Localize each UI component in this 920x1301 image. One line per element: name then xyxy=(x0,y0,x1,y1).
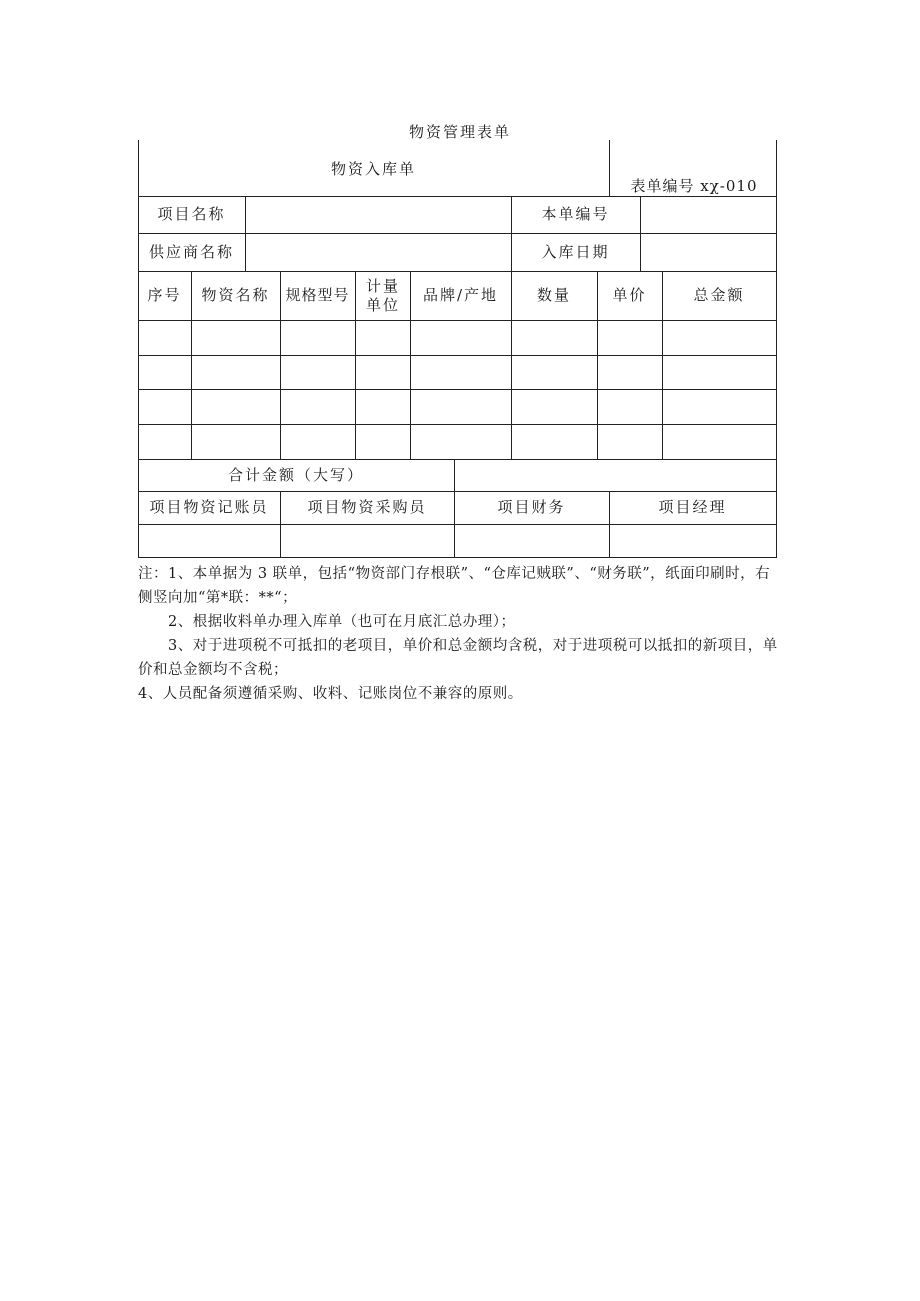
note-item: 3、对于进项税不可抵扣的老项目，单价和总金额均含税，对于进项税可以抵扣的新项目，单价和总金额均不含税； xyxy=(138,638,778,678)
doc-number-label: 本单编号 xyxy=(541,205,610,223)
signer-label: 项目财务 xyxy=(497,498,566,516)
note-item: 注：1、本单据为 3 联单，包括“物资部门存根联”、“仓库记贼联”、“财务联”，纸面印刷时，右侧竖向加“第*联：**“； xyxy=(138,566,771,606)
column-header: 品牌/产地 xyxy=(422,286,499,304)
column-header: 总金额 xyxy=(693,286,745,304)
column-header: 数量 xyxy=(536,286,571,304)
form-subtitle: 物资入库单 xyxy=(330,159,416,178)
note-item: 2、根据收料单办理入库单（也可在月底汇总办理）； xyxy=(168,614,516,630)
date-label: 入库日期 xyxy=(541,242,610,261)
column-header: 计量单位 xyxy=(365,276,400,314)
supplier-label: 供应商名称 xyxy=(148,242,234,261)
notes xyxy=(138,562,778,706)
column-header: 规格型号 xyxy=(285,286,350,304)
project-name-label: 项目名称 xyxy=(157,205,226,223)
column-header: 单价 xyxy=(612,286,647,304)
signer-label: 项目物资记账员 xyxy=(149,498,269,516)
column-header: 物资名称 xyxy=(201,286,270,304)
note-item: 4、人员配备须遵循采购、收料、记账岗位不兼容的原则。 xyxy=(138,686,523,702)
form-number: 表单编号 xχ-010 xyxy=(630,176,758,195)
column-header: 序号 xyxy=(147,286,182,304)
signer-label: 项目物资采购员 xyxy=(307,498,427,516)
signer-label: 项目经理 xyxy=(658,498,727,516)
total-amount-label: 合计金额（大写） xyxy=(227,465,364,484)
document-title: 物资管理表单 xyxy=(408,123,511,141)
